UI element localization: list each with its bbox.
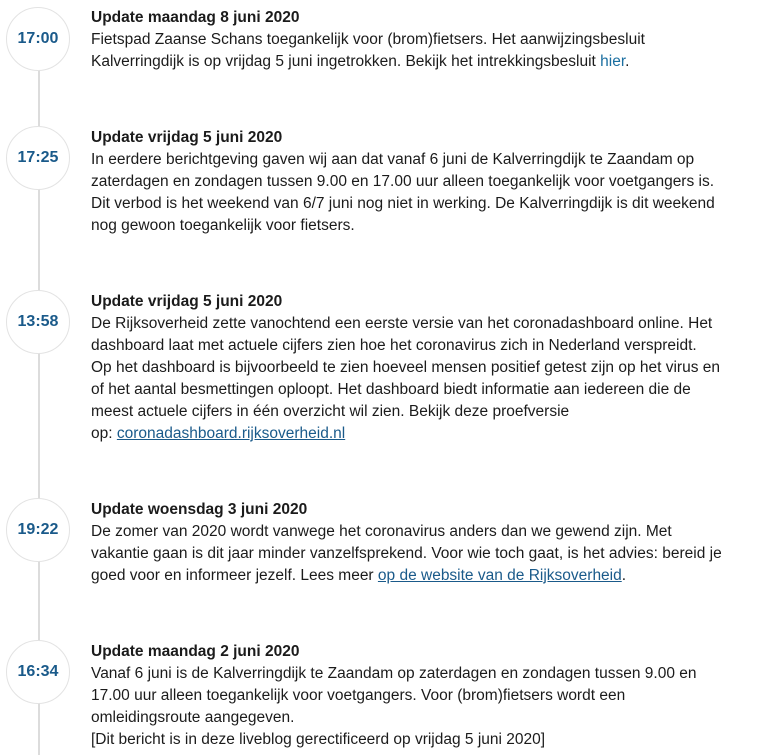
time-badge xyxy=(6,640,70,704)
entry-body xyxy=(91,127,751,237)
entry-line: dashboard laat met actuele cijfers zien hoe het coronavirus zich in Nederland verspreidt. xyxy=(91,337,697,354)
entry-line: goed voor en informeer jezelf. Lees meer xyxy=(91,567,378,584)
time-badge xyxy=(6,498,70,562)
entry-line: omleidingsroute aangegeven. xyxy=(91,709,295,726)
entry-line: Fietspad Zaanse Schans toegankelijk voor (brom)fietsers. Het aanwijzingsbesluit xyxy=(91,31,645,48)
entry-line: [Dit bericht is in deze liveblog gerectificeerd op vrijdag 5 juni 2020] xyxy=(91,731,546,748)
entry-punctuation: . xyxy=(621,567,627,584)
coronadashboard-link[interactable]: coronadashboard.rijksoverheid.nl xyxy=(116,425,346,442)
entry-line: In eerdere berichtgeving gaven wij aan dat vanaf 6 juni de Kalverringdijk te Zaandam op xyxy=(91,151,695,168)
entry-text xyxy=(91,663,751,751)
entry-text xyxy=(91,29,751,73)
entry-text xyxy=(91,521,751,587)
time-badge xyxy=(6,126,70,190)
entry-title: Update maandag 8 juni 2020 xyxy=(91,9,300,26)
time-badge xyxy=(6,7,70,71)
entry-title: Update maandag 2 juni 2020 xyxy=(91,643,300,660)
entry-line: De zomer van 2020 wordt vanwege het coronavirus anders dan we gewend zijn. Met xyxy=(91,523,672,540)
entry-line: Kalverringdijk is op vrijdag 5 juni ingetrokken. Bekijk het intrekkingsbesluit xyxy=(91,53,601,70)
entry-body xyxy=(91,641,751,751)
entry-line: op: xyxy=(91,425,117,442)
entry-title: Update woensdag 3 juni 2020 xyxy=(91,501,308,518)
entry-text xyxy=(91,149,751,237)
rijksoverheid-website-link[interactable]: op de website van de Rijksoverheid xyxy=(377,567,622,584)
intrekkingsbesluit-link[interactable]: hier xyxy=(600,53,626,70)
entry-line: 17.00 uur alleen toegankelijk voor voetgangers. Voor (brom)fietsers wordt een xyxy=(91,687,626,704)
entry-body xyxy=(91,291,751,445)
entry-text xyxy=(91,313,751,445)
time-label: 17:25 xyxy=(17,149,59,166)
entry-line: zaterdagen en zondagen tussen 9.00 en 17.00 uur alleen toegankelijk voor voetgangers is. xyxy=(91,173,715,190)
entry-body xyxy=(91,499,751,587)
entry-line: nog gewoon toegankelijk voor fietsers. xyxy=(91,217,355,234)
entry-line: Op het dashboard is bijvoorbeeld te zien hoeveel mensen positief getest zijn op het virus en xyxy=(91,359,720,376)
time-label: 17:00 xyxy=(17,30,59,47)
entry-line: Vanaf 6 juni is de Kalverringdijk te Zaandam op zaterdagen en zondagen tussen 9.00 en xyxy=(91,665,697,682)
entry-line: De Rijksoverheid zette vanochtend een eerste versie van het coronadashboard online. Het xyxy=(91,315,713,332)
time-label: 13:58 xyxy=(17,313,59,330)
entry-body xyxy=(91,7,751,73)
entry-punctuation: . xyxy=(625,53,630,70)
entry-title: Update vrijdag 5 juni 2020 xyxy=(91,293,283,310)
time-label: 19:22 xyxy=(17,521,59,538)
entry-line: of het aantal besmettingen oploopt. Het dashboard biedt informatie aan iedereen die de xyxy=(91,381,691,398)
entry-title: Update vrijdag 5 juni 2020 xyxy=(91,129,283,146)
entry-line: meest actuele cijfers in één overzicht wil zien. Bekijk deze proefversie xyxy=(91,403,570,420)
time-badge xyxy=(6,290,70,354)
entry-line: vakantie gaan is dit jaar minder vanzelfsprekend. Voor wie toch gaat, is het advies: bereid je xyxy=(91,545,722,562)
entry-line: Dit verbod is het weekend van 6/7 juni nog niet in werking. De Kalverringdijk is dit weekend xyxy=(91,195,715,212)
time-label: 16:34 xyxy=(17,663,59,680)
